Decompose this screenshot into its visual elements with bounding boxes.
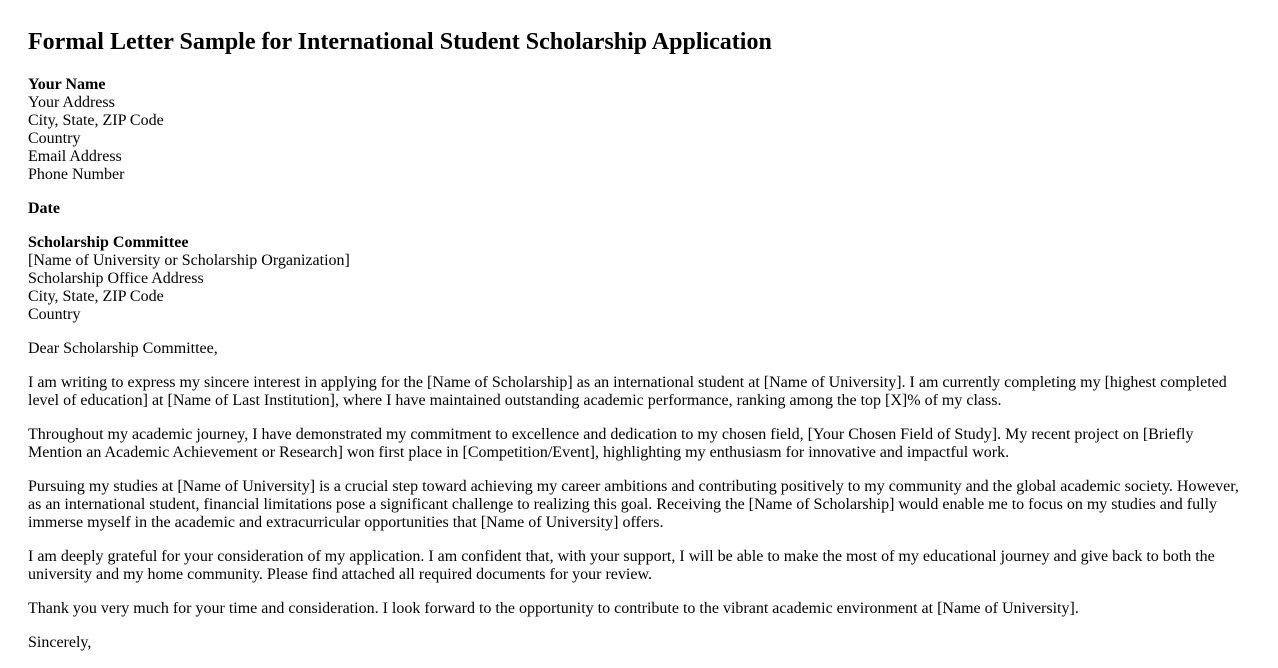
sender-phone: Phone Number [28,166,125,183]
body-paragraph: Pursuing my studies at [Name of University] is a crucial step toward achieving my career ambitions and contributing positively to my community and the global academic society. However, as an international student, financial limitations pose a significant challenge to realizing this goal. Receiving the [Name of Scholarship] would enable me to focus on my studies and fully immerse myself in the academic and extracurricular opportunities that [Name of University] offers. [28,478,1239,531]
recipient-address: Scholarship Office Address [28,270,204,287]
recipient-city: City, State, ZIP Code [28,288,164,305]
sender-country: Country [28,130,81,147]
recipient-name: Scholarship Committee [28,234,189,251]
recipient-country: Country [28,306,81,323]
body-paragraph: I am deeply grateful for your consideration of my application. I am confident that, with your support, I will be able to make the most of my educational journey and give back to both the university and my home community. Please find attached all required documents for your review. [28,548,1215,583]
sender-block [28,76,1250,184]
letter-page [28,0,1250,668]
letter-date: Date [28,200,60,217]
recipient-organization: [Name of University or Scholarship Organization] [28,252,350,269]
salutation: Dear Scholarship Committee, [28,340,218,357]
recipient-block [28,234,1250,324]
sender-email: Email Address [28,148,122,165]
sender-address: Your Address [28,94,115,111]
body-paragraph: Throughout my academic journey, I have demonstrated my commitment to excellence and dedication to my chosen field, [Your Chosen Field of Study]. My recent project on [Briefly Mention an Academic Achievement or Research] won first place in [Competition/Event], highlighting my enthusiasm for innovative and impactful work. [28,426,1194,461]
body-paragraph: Thank you very much for your time and consideration. I look forward to the opportunity to contribute to the vibrant academic environment at [Name of University]. [28,600,1079,617]
closing: Sincerely, [28,634,92,651]
body-paragraph: I am writing to express my sincere interest in applying for the [Name of Scholarship] as an international student at [Name of University]. I am currently completing my [highest completed level of education] at [Name of Last Institution], where I have maintained outstanding academic performance, ranking among the top [X]% of my class. [28,374,1227,409]
date-block [28,200,1250,218]
sender-name: Your Name [28,76,106,93]
sender-city: City, State, ZIP Code [28,112,164,129]
page-title: Formal Letter Sample for International Student Scholarship Application [28,29,772,55]
